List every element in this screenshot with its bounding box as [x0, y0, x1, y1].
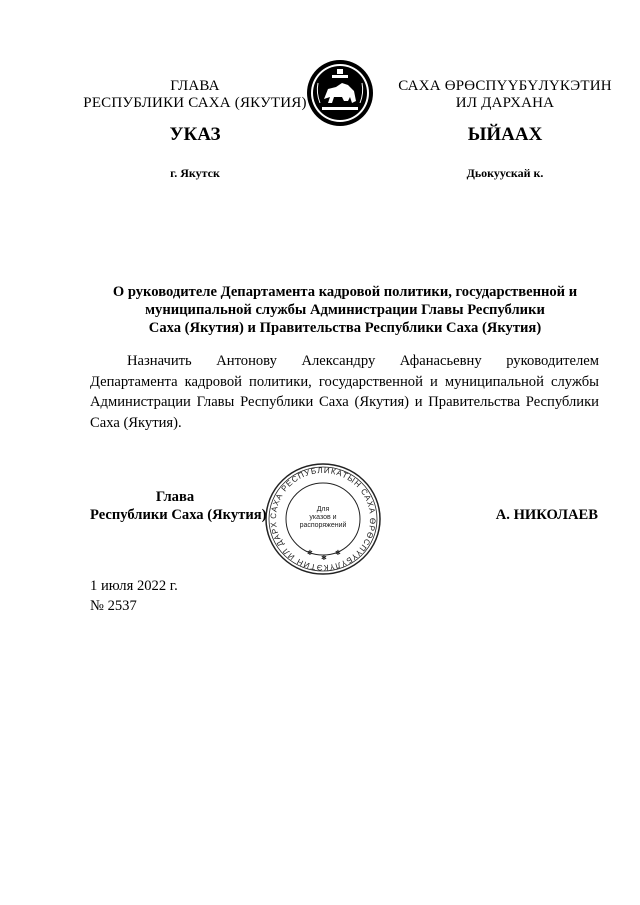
header-left-line2: РЕСПУБЛИКИ САХА (ЯКУТИЯ): [83, 95, 307, 111]
header-left: [80, 78, 310, 112]
stamp-center-line3: распоряжений: [299, 522, 347, 529]
signature-position: [90, 488, 290, 524]
decree-date: 1 июля 2022 г.: [90, 578, 178, 594]
header-right-line2: ИЛ ДАРХАНА: [455, 95, 555, 111]
decree-title: [90, 283, 600, 337]
title-line2: муниципальной службы Администрации Главы Республики: [145, 302, 545, 318]
official-stamp: [263, 461, 383, 577]
header-right-line1: САХА ӨРӨСПҮҮБҮЛҮКЭТИН: [398, 78, 612, 94]
body-paragraph: Назначить Антонову Александру Афанасьевну руководителем Департамента кадровой политики, государственной и муниципальной службы Администрации Главы Республики Саха (Якутия) и Правительства Республики Саха (Якутия).: [90, 353, 599, 431]
stamp-center-line2: указов и: [309, 514, 337, 521]
svg-text:✱: ✱: [335, 549, 341, 557]
doc-type-sakha: ЫЙААХ: [467, 124, 543, 145]
signature-position-line2: Республики Саха (Якутия): [90, 507, 267, 523]
svg-text:✱: ✱: [321, 554, 327, 562]
decree-footer: [90, 576, 290, 616]
title-line3: Саха (Якутия) и Правительства Республики Саха (Якутия): [148, 320, 542, 336]
header-left-line1: ГЛАВА: [170, 78, 220, 94]
stamp-ring-text: САХА РЕСПУБЛИКАТЫН САХА ӨРӨСПҮҮБҮЛҮКЭТИН ИЛ ДАРХ: [268, 465, 378, 573]
city-sakha: Дьокуускай к.: [466, 166, 544, 180]
signature-position-line1: Глава: [155, 489, 195, 505]
city-ru: г. Якутск: [170, 166, 220, 180]
header-right: [395, 78, 615, 112]
signature-name: А. НИКОЛАЕВ: [495, 507, 598, 523]
title-line1: О руководителе Департамента кадровой политики, государственной и: [112, 284, 578, 300]
stamp-center-line1: Для: [316, 506, 330, 513]
decree-number: № 2537: [90, 598, 137, 614]
decree-body: [90, 351, 599, 433]
coat-of-arms-emblem: [304, 57, 376, 129]
doc-type-ru: УКАЗ: [169, 124, 221, 145]
svg-text:✱: ✱: [307, 549, 313, 557]
